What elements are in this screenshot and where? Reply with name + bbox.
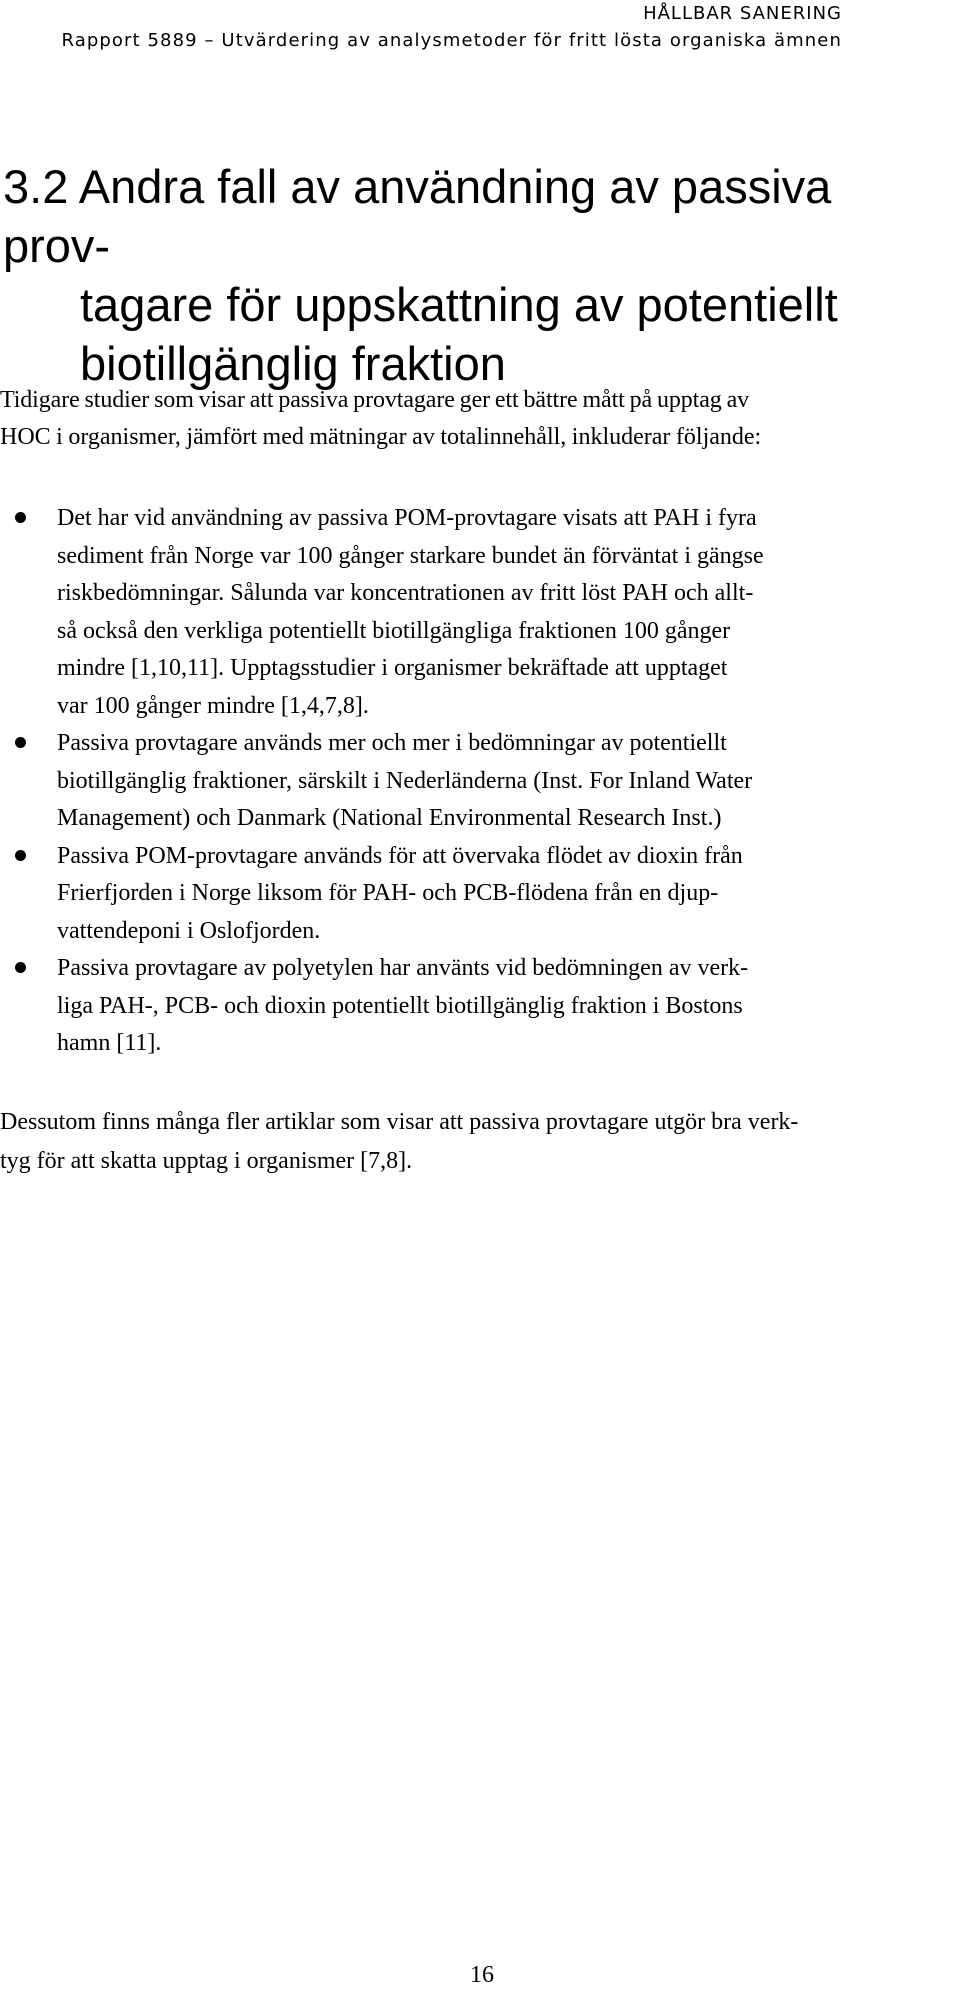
bullet-line: liga PAH-, PCB- och dioxin potentiellt biotillgänglig fraktion i Bostons [57,992,743,1019]
bullet-line: sediment från Norge var 100 gånger starkare bundet än förväntat i gängse [57,542,764,569]
bullet-line: Passiva provtagare används mer och mer i bedömningar av potentiellt [57,730,727,756]
closing-paragraph [0,1103,960,1181]
closing-line-1: Dessutom finns många fler artiklar som visar att passiva provtagare utgör bra verk- [0,1109,799,1135]
header-report-title: Rapport 5889 – Utvärdering av analysmetoder för fritt lösta organiska ämnen [61,30,842,51]
bullet-line: Management) och Danmark (National Environmental Research Inst.) [57,805,722,831]
bullet-line: var 100 gånger mindre [1,4,7,8]. [57,692,369,719]
bullet-item-netherlands-denmark [0,725,960,838]
bullet-line: vattendeponi i Oslofjorden. [57,917,321,944]
bullet-item-boston [0,950,960,1063]
bullet-item-pom-norway [0,500,960,725]
closing-line-2: tyg för att skatta upptag i organismer [7,8]. [0,1148,413,1174]
bullet-dot-icon [15,737,26,748]
heading-line-3: biotillgänglig fraktion [80,337,506,390]
heading-line-2: tagare för uppskattning av potentiellt [80,278,838,331]
bullet-list [0,500,960,1063]
bullet-dot-icon [15,512,26,523]
bullet-line: Passiva POM-provtagare används för att övervaka flödet av dioxin från [57,842,743,869]
bullet-dot-icon [15,962,26,973]
intro-line-1: Tidigare studier som visar att passiva provtagare ger ett bättre mått på upptag av [0,387,750,413]
bullet-line: Passiva provtagare av polyetylen har använts vid bedömningen av verk- [57,955,749,981]
bullet-line: biotillgänglig fraktioner, särskilt i Nederländerna (Inst. For Inland Water [57,767,753,794]
section-heading [3,157,943,393]
bullet-line: mindre [1,10,11]. Upptagsstudier i organismer bekräftade att upptaget [57,655,728,681]
header-series: HÅLLBAR SANERING [643,3,842,24]
bullet-dot-icon [15,850,26,861]
bullet-line: riskbedömningar. Sålunda var koncentrationen av fritt löst PAH och allt- [57,580,754,606]
bullet-line: hamn [11]. [57,1030,162,1056]
bullet-item-frierfjorden [0,838,960,951]
intro-line-2: HOC i organismer, jämfört med mätningar av totalinnehåll, inkluderar följande: [0,424,762,450]
intro-paragraph [0,382,960,456]
bullet-line: Frierfjorden i Norge liksom för PAH- och PCB-flödena från en djup- [57,880,719,906]
bullet-line: Det har vid användning av passiva POM-provtagare visats att PAH i fyra [57,505,757,531]
heading-line-1: 3.2 Andra fall av användning av passiva prov- [3,160,832,272]
bullet-line: så också den verkliga potentiellt biotillgängliga fraktionen 100 gånger [57,617,731,644]
running-header [61,0,842,54]
page-number: 16 [470,1962,494,1988]
